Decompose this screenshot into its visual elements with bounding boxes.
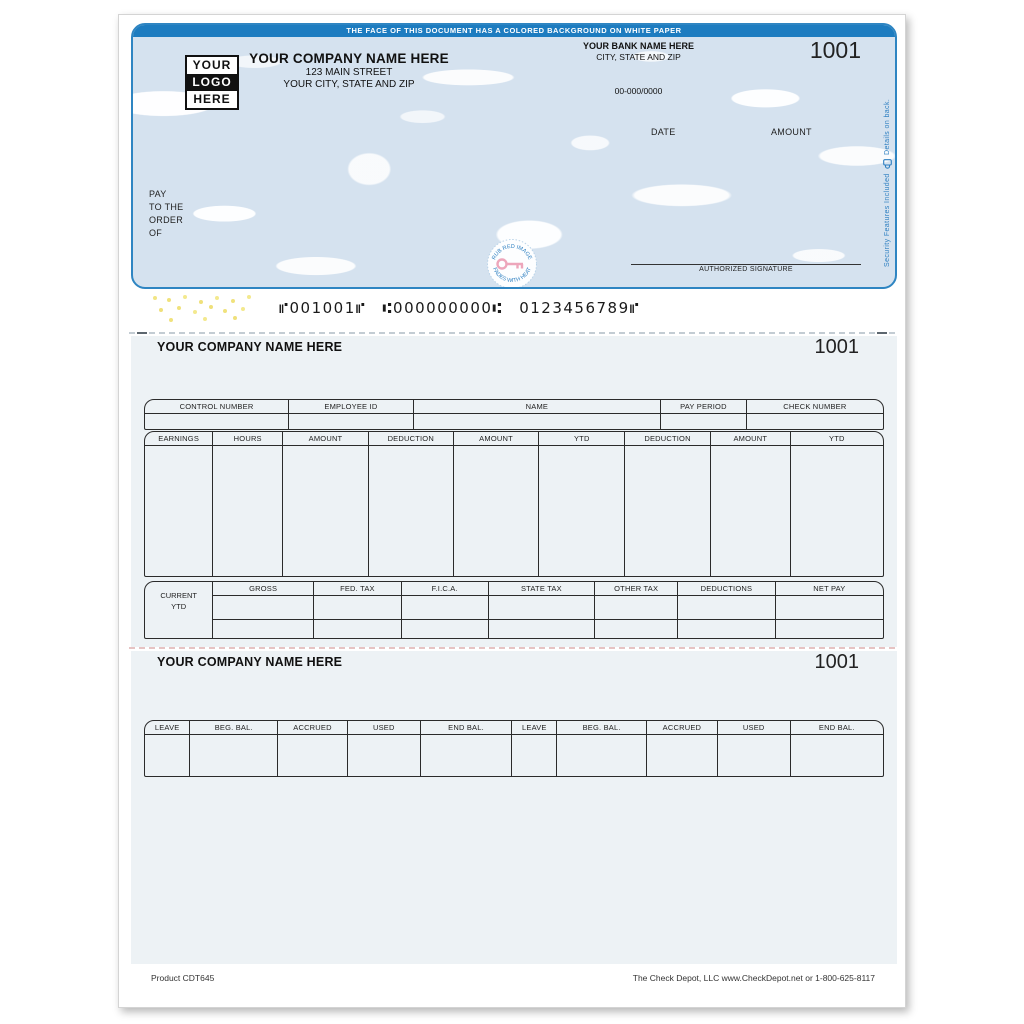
security-dots-icon <box>153 296 157 300</box>
cell-used-1 <box>347 734 420 776</box>
col-used-1: USED <box>347 721 420 734</box>
col-end-bal-1: END BAL. <box>420 721 512 734</box>
seal-top-text: RUB RED IMAGE <box>491 243 533 261</box>
cell-check-number <box>746 413 883 429</box>
pay-to-line-4: OF <box>149 228 163 238</box>
cell-end-bal-2 <box>790 734 883 776</box>
details-on-back-text: Details on back. <box>884 99 891 156</box>
check-number: 1001 <box>809 37 861 63</box>
col-hours: HOURS <box>213 432 283 445</box>
logo-line-3: HERE <box>193 92 231 106</box>
cell-used-2 <box>717 734 790 776</box>
cell-amount-3 <box>710 445 790 576</box>
col-fica: F.I.C.A. <box>401 582 488 595</box>
seal-bottom-text: FADES WITH HEAT <box>491 266 533 285</box>
col-beg-bal-1: BEG. BAL. <box>190 721 278 734</box>
cell-current-fica <box>401 595 488 619</box>
cell-earnings <box>145 445 213 576</box>
cell-ytd-net-pay <box>775 619 883 638</box>
col-pay-period: PAY PERIOD <box>661 400 747 413</box>
cell-current-net-pay <box>775 595 883 619</box>
col-state-tax: STATE TAX <box>488 582 595 595</box>
product-code: Product CDT645 <box>151 973 215 983</box>
col-ytd-2: YTD <box>790 432 883 445</box>
leave-balance-table <box>144 720 884 777</box>
signature-line <box>631 264 861 273</box>
cell-pay-period <box>661 413 747 429</box>
vendor-info: The Check Depot, LLC www.CheckDepot.net or 1-800-625-8117 <box>632 973 875 983</box>
pay-to-line-3: ORDER <box>149 215 184 225</box>
cell-beg-bal-2 <box>557 734 647 776</box>
cell-accrued-1 <box>278 734 348 776</box>
cell-hours <box>213 445 283 576</box>
cell-ytd-2 <box>790 445 883 576</box>
padlock-icon <box>883 159 892 169</box>
employee-info-table <box>144 399 884 430</box>
col-used-2: USED <box>717 721 790 734</box>
cell-beg-bal-1 <box>190 734 278 776</box>
perforation-tick-right <box>877 332 887 334</box>
security-features-text: Security Features Included <box>884 173 891 267</box>
company-street: 123 MAIN STREET <box>305 67 393 78</box>
stub2-company-name: YOUR COMPANY NAME HERE <box>157 655 343 669</box>
cell-ytd-deductions <box>678 619 776 638</box>
col-end-bal-2: END BAL. <box>790 721 883 734</box>
cell-ytd-fed-tax <box>314 619 402 638</box>
company-address-block <box>229 51 469 90</box>
micr-line: ⑈001001⑈ ⑆000000000⑆ 0123456789⑈ <box>279 299 641 317</box>
cell-leave-1 <box>145 734 190 776</box>
banner-text: THE FACE OF THIS DOCUMENT HAS A COLORED BACKGROUND ON WHITE PAPER <box>346 26 682 35</box>
pay-to-line-2: TO THE <box>149 202 184 212</box>
cell-ytd-fica <box>401 619 488 638</box>
col-other-tax: OTHER TAX <box>595 582 678 595</box>
heat-sensitive-seal-icon <box>486 238 538 289</box>
stub2-check-number: 1001 <box>814 651 859 673</box>
current-ytd-label: CURRENT YTD <box>145 582 213 638</box>
earnings-table <box>144 431 884 577</box>
col-ytd-1: YTD <box>539 432 625 445</box>
cell-employee-id <box>289 413 414 429</box>
col-fed-tax: FED. TAX <box>314 582 402 595</box>
col-accrued-2: ACCRUED <box>646 721 717 734</box>
cell-current-state-tax <box>488 595 595 619</box>
perforation-line-top <box>129 332 895 334</box>
cell-amount-1 <box>283 445 369 576</box>
amount-label: AMOUNT <box>771 127 812 137</box>
stub-company-name: YOUR COMPANY NAME HERE <box>157 340 343 354</box>
col-deductions: DEDUCTIONS <box>678 582 776 595</box>
signature-label: AUTHORIZED SIGNATURE <box>699 266 793 273</box>
cell-current-gross <box>213 595 314 619</box>
totals-table <box>144 581 884 639</box>
col-earnings: EARNINGS <box>145 432 213 445</box>
cell-current-fed-tax <box>314 595 402 619</box>
cell-ytd-gross <box>213 619 314 638</box>
banner-bar <box>133 25 895 37</box>
col-accrued-1: ACCRUED <box>278 721 348 734</box>
cell-ytd-state-tax <box>488 619 595 638</box>
cell-control-number <box>145 413 289 429</box>
cell-amount-2 <box>453 445 539 576</box>
col-gross: GROSS <box>213 582 314 595</box>
check-body <box>131 23 897 289</box>
security-side-text <box>883 53 892 267</box>
cell-deduction-1 <box>368 445 453 576</box>
bank-name: YOUR BANK NAME HERE <box>582 41 694 51</box>
col-amount-1: AMOUNT <box>283 432 369 445</box>
col-beg-bal-2: BEG. BAL. <box>557 721 647 734</box>
cell-deduction-2 <box>625 445 711 576</box>
col-amount-3: AMOUNT <box>710 432 790 445</box>
col-check-number: CHECK NUMBER <box>746 400 883 413</box>
cell-current-deductions <box>678 595 776 619</box>
col-deduction-1: DEDUCTION <box>368 432 453 445</box>
cell-leave-2 <box>512 734 557 776</box>
perforation-line-bottom <box>129 647 895 649</box>
col-amount-2: AMOUNT <box>453 432 539 445</box>
leave-stub <box>131 651 897 964</box>
logo-line-1: YOUR <box>192 58 232 72</box>
check-sheet <box>118 14 906 1008</box>
pay-to-label <box>149 188 183 240</box>
cell-ytd-other-tax <box>595 619 678 638</box>
col-employee-id: EMPLOYEE ID <box>289 400 414 413</box>
stub-check-number: 1001 <box>814 336 859 358</box>
cell-name <box>413 413 660 429</box>
logo-line-2: LOGO <box>187 74 237 91</box>
cell-ytd-1 <box>539 445 625 576</box>
pay-to-line-1: PAY <box>149 189 167 199</box>
bank-block <box>551 41 726 96</box>
cell-current-other-tax <box>595 595 678 619</box>
col-net-pay: NET PAY <box>775 582 883 595</box>
col-leave-2: LEAVE <box>512 721 557 734</box>
col-control-number: CONTROL NUMBER <box>145 400 289 413</box>
col-deduction-2: DEDUCTION <box>625 432 711 445</box>
date-label: DATE <box>651 127 676 137</box>
bank-city: CITY, STATE AND ZIP <box>596 52 681 62</box>
perforation-tick-left <box>137 332 147 334</box>
col-name: NAME <box>413 400 660 413</box>
cell-end-bal-1 <box>420 734 512 776</box>
bank-fraction: 00-000/0000 <box>614 86 663 96</box>
cell-accrued-2 <box>646 734 717 776</box>
company-name: YOUR COMPANY NAME HERE <box>249 51 449 66</box>
company-city: YOUR CITY, STATE AND ZIP <box>283 79 415 90</box>
col-leave-1: LEAVE <box>145 721 190 734</box>
